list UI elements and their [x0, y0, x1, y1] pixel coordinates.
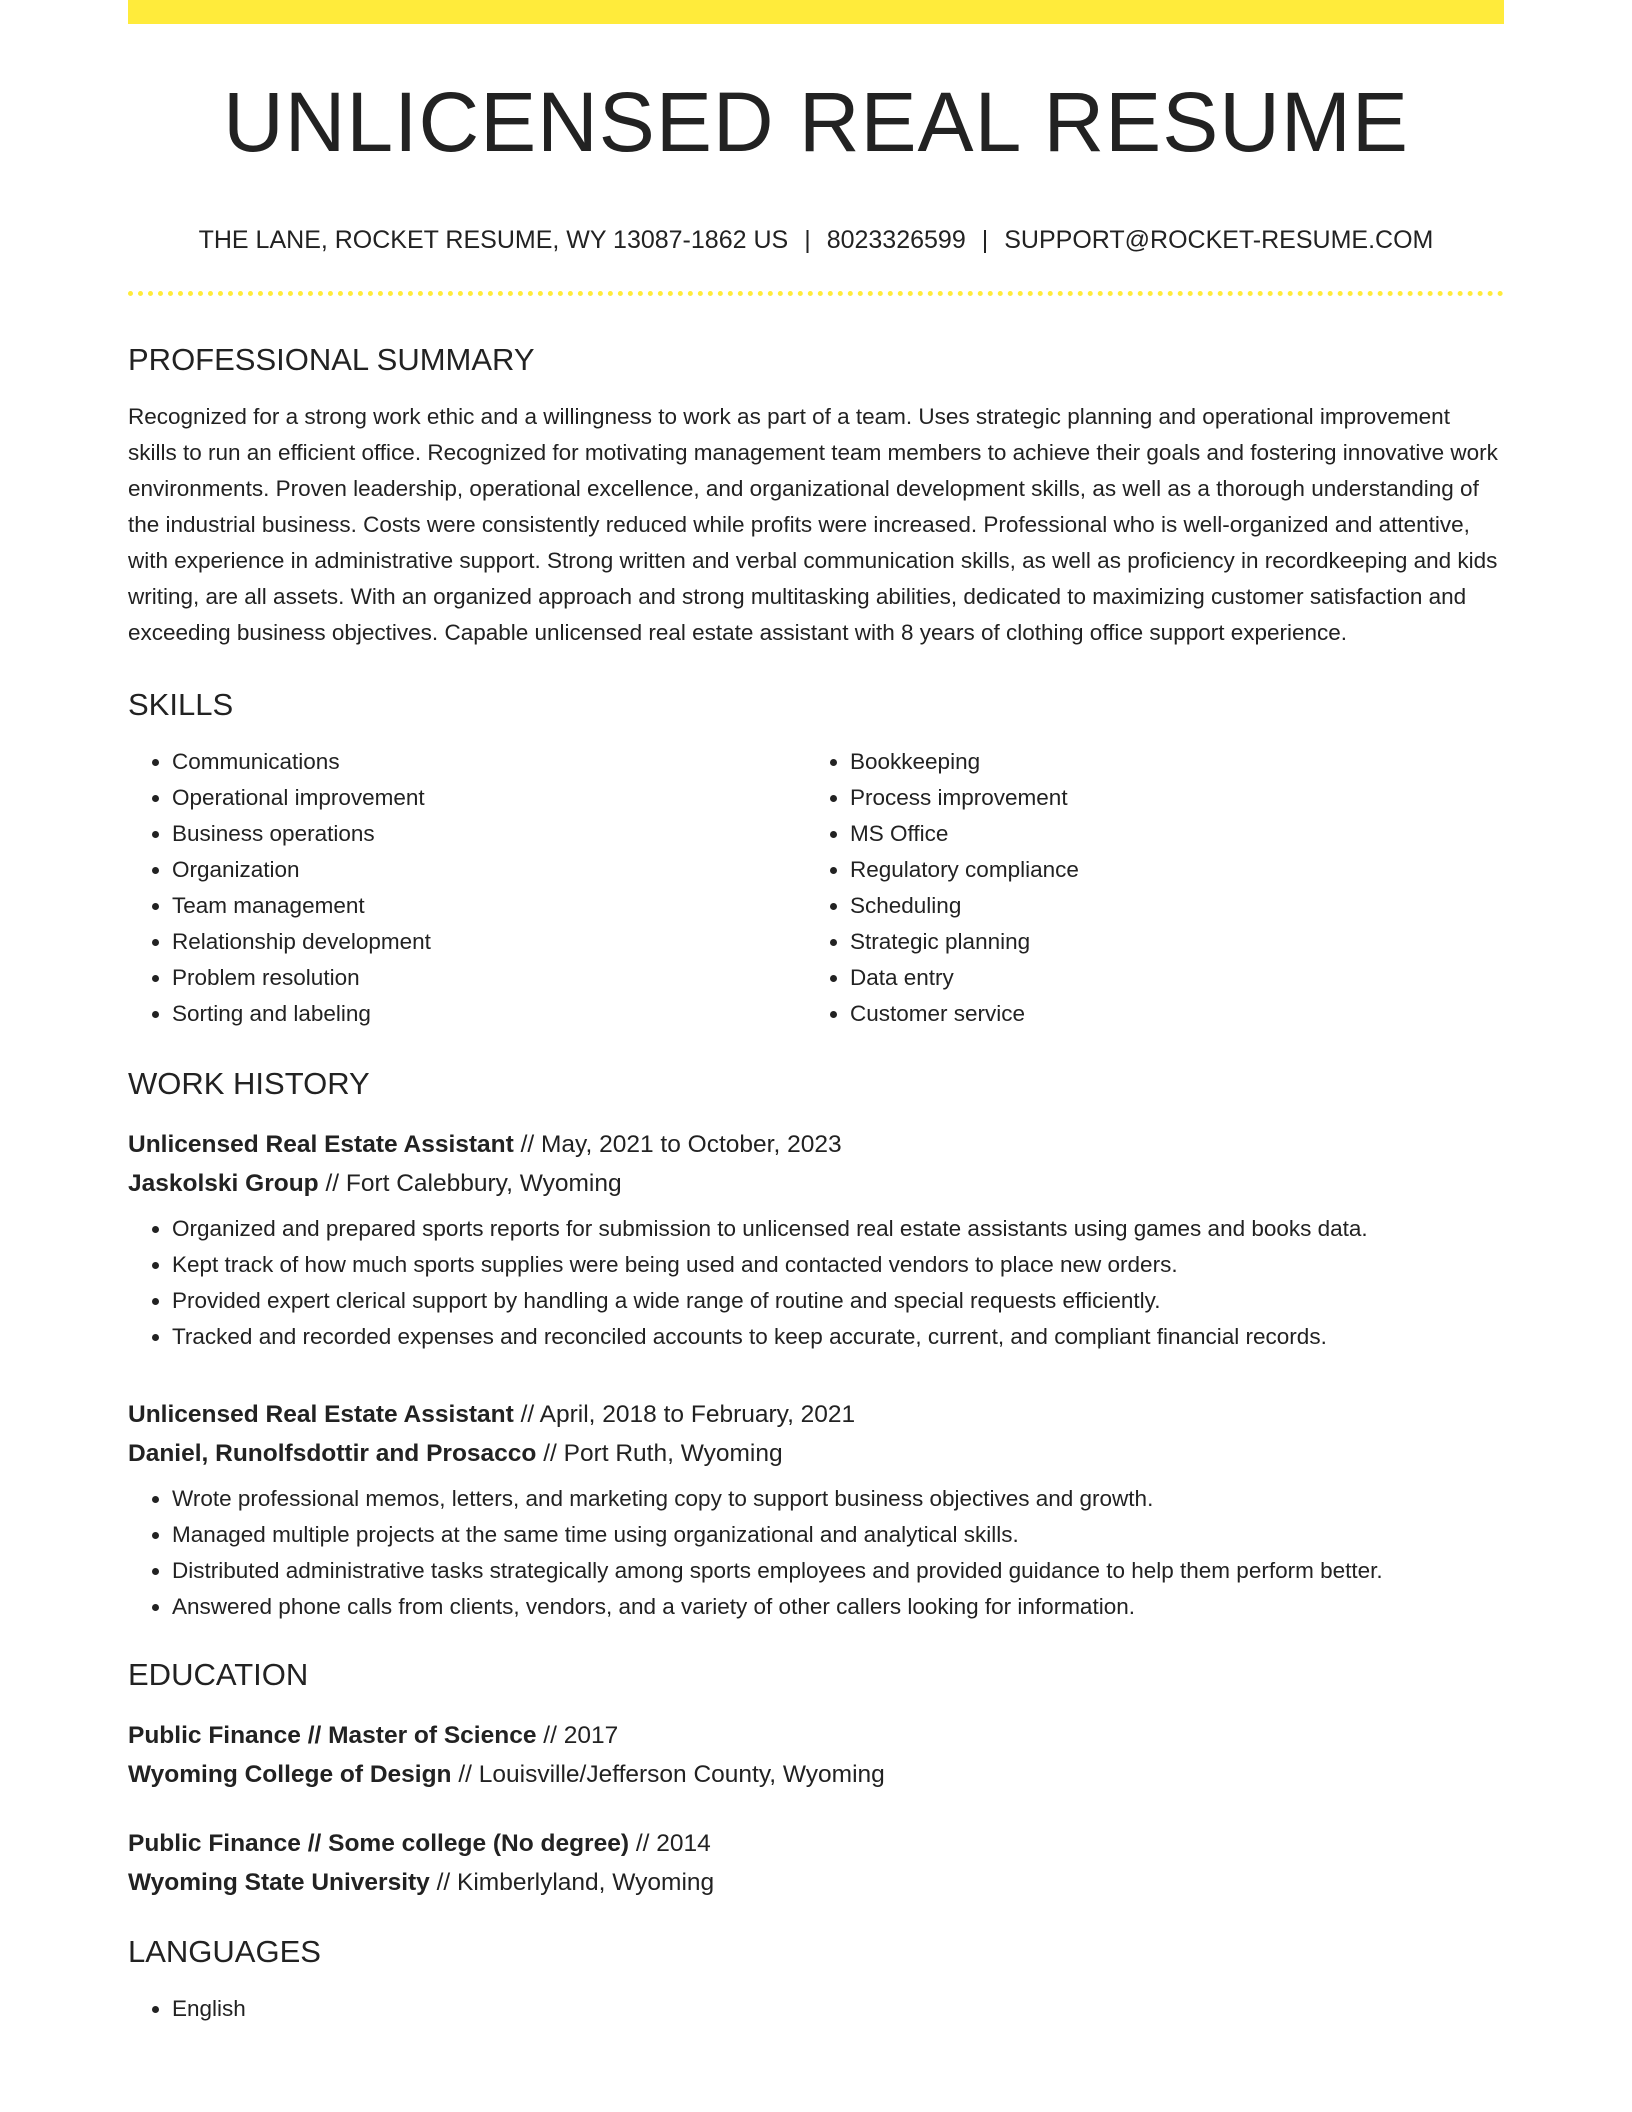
education-school-line — [128, 1755, 1504, 1794]
summary-text: Recognized for a strong work ethic and a willingness to work as part of a team. Uses strategic planning and operational improvement skills to run an efficient office. Recognized for motivating management team members to achieve their goals and fostering innovative work environments. Proven leadership, operational excellence, and organizational development skills, as well as a thorough understanding of the industrial business. Costs were consistently reduced while profits were increased. Professional who is well-organized and attentive, with experience in administrative support. Strong written and verbal communication skills, as well as proficiency in recordkeeping and kids writing, are all assets. With an organized approach and strong multitasking abilities, dedicated to maximizing customer satisfaction and exceeding business objectives. Capable unlicensed real estate assistant with 8 years of clothing office support experience. — [128, 404, 1498, 645]
language-item: • English — [172, 1991, 1504, 2027]
job-company-line — [128, 1164, 1504, 1203]
contact-address: THE LANE, ROCKET RESUME, WY 13087-1862 US — [198, 226, 789, 254]
job-bullet: • Tracked and recorded expenses and reconciled accounts to keep accurate, current, and compliant financial records. — [172, 1319, 1504, 1355]
skill-item: • Sorting and labeling — [172, 996, 806, 1032]
job-entry — [128, 1395, 1504, 1625]
skill-item: • Strategic planning — [850, 924, 1484, 960]
job-company-line — [128, 1434, 1504, 1473]
job-bullet: • Provided expert clerical support by handling a wide range of routine and special requests efficiently. — [172, 1283, 1504, 1319]
education-entry — [128, 1716, 1504, 1794]
contact-email: SUPPORT@ROCKET-RESUME.COM — [1004, 226, 1434, 254]
job-dates: // April, 2018 to February, 2021 — [513, 1401, 856, 1428]
skill-item: • Customer service — [850, 996, 1484, 1032]
skill-item: • MS Office — [850, 816, 1484, 852]
contact-line — [128, 228, 1504, 253]
job-bullet: • Kept track of how much sports supplies were being used and contacted vendors to place new orders. — [172, 1247, 1504, 1283]
education-entry — [128, 1824, 1504, 1902]
resume-page — [128, 0, 1504, 2027]
job-bullet: • Managed multiple projects at the same time using organizational and analytical skills. — [172, 1517, 1504, 1553]
education-location: // Louisville/Jefferson County, Wyoming — [451, 1761, 885, 1788]
skill-item: • Data entry — [850, 960, 1484, 996]
skill-item: • Organization — [172, 852, 806, 888]
section-title-skills: SKILLS — [128, 687, 234, 722]
contact-phone: 8023326599 — [826, 226, 966, 254]
job-title-line — [128, 1395, 1504, 1434]
candidate-name: UNLICENSED REAL RESUME — [223, 75, 1409, 169]
education-school: Wyoming College of Design — [128, 1761, 452, 1788]
dotted-divider — [128, 291, 1504, 296]
job-bullets — [128, 1481, 1504, 1625]
skills-left-list — [128, 744, 806, 1032]
job-entry — [128, 1125, 1504, 1355]
skill-item: • Business operations — [172, 816, 806, 852]
education-location: // Kimberlyland, Wyoming — [429, 1869, 715, 1896]
skill-item: • Scheduling — [850, 888, 1484, 924]
skill-item: • Bookkeeping — [850, 744, 1484, 780]
education-degree: Public Finance // Some college (No degree) — [128, 1830, 630, 1857]
education-year: // 2014 — [629, 1830, 711, 1857]
education-degree: Public Finance // Master of Science — [128, 1722, 537, 1749]
job-title-line — [128, 1125, 1504, 1164]
section-title-work: WORK HISTORY — [128, 1066, 370, 1101]
skill-item: • Regulatory compliance — [850, 852, 1484, 888]
job-bullet: • Answered phone calls from clients, vendors, and a variety of other callers looking for information. — [172, 1589, 1504, 1625]
education-degree-line — [128, 1716, 1504, 1755]
education-school-line — [128, 1863, 1504, 1902]
section-title-education: EDUCATION — [128, 1657, 309, 1692]
skills-columns — [128, 744, 1504, 1032]
job-location: // Port Ruth, Wyoming — [536, 1440, 783, 1467]
job-dates: // May, 2021 to October, 2023 — [513, 1131, 842, 1158]
accent-top-bar — [128, 0, 1504, 24]
languages-list — [128, 1991, 1504, 2027]
job-role: Unlicensed Real Estate Assistant — [128, 1131, 514, 1158]
skill-item: • Process improvement — [850, 780, 1484, 816]
job-bullet: • Wrote professional memos, letters, and marketing copy to support business objectives and growth. — [172, 1481, 1504, 1517]
skill-item: • Problem resolution — [172, 960, 806, 996]
job-company: Jaskolski Group — [128, 1170, 319, 1197]
education-year: // 2017 — [536, 1722, 619, 1749]
skill-item: • Relationship development — [172, 924, 806, 960]
education-degree-line — [128, 1824, 1504, 1863]
job-role: Unlicensed Real Estate Assistant — [128, 1401, 514, 1428]
contact-separator: | — [804, 226, 811, 254]
job-bullet: • Distributed administrative tasks strategically among sports employees and provided guidance to help them perform better. — [172, 1553, 1504, 1589]
skill-item: • Operational improvement — [172, 780, 806, 816]
section-title-summary: PROFESSIONAL SUMMARY — [128, 342, 535, 377]
skills-right-list — [806, 744, 1484, 1032]
contact-separator: | — [981, 226, 989, 254]
job-bullet: • Organized and prepared sports reports for submission to unlicensed real estate assistants using games and books data. — [172, 1211, 1504, 1247]
job-company: Daniel, Runolfsdottir and Prosacco — [128, 1440, 537, 1467]
skill-item: • Team management — [172, 888, 806, 924]
education-school: Wyoming State University — [128, 1869, 430, 1896]
job-bullets — [128, 1211, 1504, 1355]
job-location: // Fort Calebbury, Wyoming — [318, 1170, 622, 1197]
section-title-languages: LANGUAGES — [128, 1934, 321, 1969]
skill-item: • Communications — [172, 744, 806, 780]
